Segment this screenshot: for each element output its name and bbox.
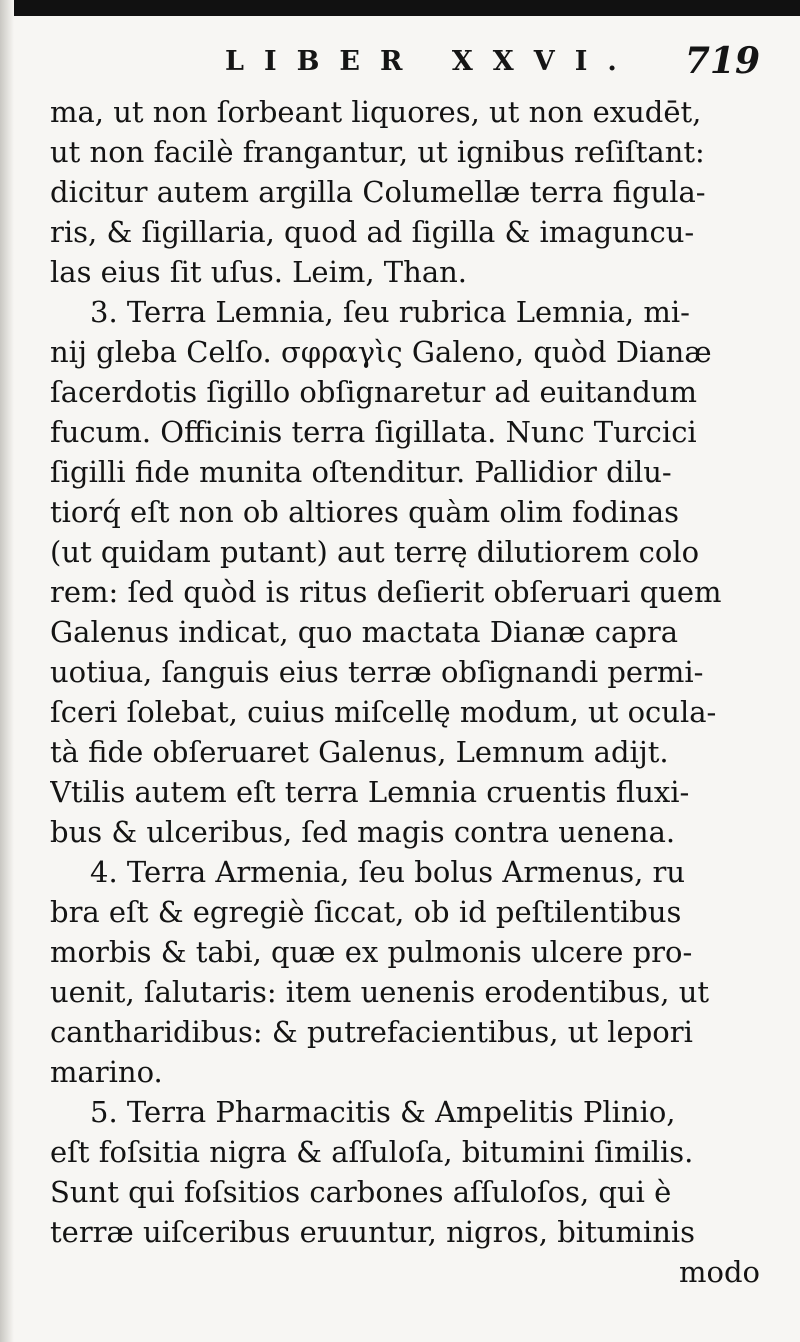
text-line-30: modo	[679, 1255, 760, 1289]
text-line-2: ut non facilè frangantur, ut ignibus reſiſtant:	[50, 135, 705, 169]
page-gutter-shadow	[0, 0, 14, 1342]
text-line-13: rem: ſed quòd is ritus deſierit obſeruari quem	[50, 575, 722, 609]
text-line-16: ſceri ſolebat, cuius miſcellę modum, ut ocula-	[50, 695, 717, 729]
page-number: 719	[684, 40, 760, 82]
text-line-26: 5. Terra Pharmacitis & Ampelitis Plinio,	[90, 1095, 676, 1129]
text-line-18: Vtilis autem eſt terra Lemnia cruentis fluxi-	[50, 775, 690, 809]
text-line-9: fucum. Officinis terra ſigillata. Nunc Turcici	[50, 415, 697, 449]
text-line-24: cantharidibus: & putrefacientibus, ut lepori	[50, 1015, 693, 1049]
running-head	[50, 40, 760, 90]
text-line-27: eſt foſsitia nigra & aſſuloſa, bitumini ſimilis.	[50, 1135, 694, 1169]
page-top-edge	[0, 0, 800, 16]
text-line-21: bra eſt & egregiè ſiccat, ob id peſtilentibus	[50, 895, 682, 929]
text-line-28: Sunt qui foſsitios carbones aſſuloſos, qui è	[50, 1175, 672, 1209]
text-line-29: terræ uiſceribus eruuntur, nigros, bituminis	[50, 1215, 696, 1249]
text-line-12: (ut quidam putant) aut terrę dilutiorem colo	[50, 535, 700, 569]
text-line-25: marino.	[50, 1055, 163, 1089]
text-line-5: las eius ſit uſus. Leim, Than.	[50, 255, 468, 289]
text-line-8: ſacerdotis ſigillo obſignaretur ad euitandum	[50, 375, 697, 409]
body-text	[50, 92, 760, 1292]
text-line-7: nij gleba Celſo. σφραγὶς Galeno, quòd Dianæ	[50, 335, 712, 369]
text-line-20: 4. Terra Armenia, ſeu bolus Armenus, ru	[90, 855, 686, 889]
text-line-22: morbis & tabi, quæ ex pulmonis ulcere pro-	[50, 935, 693, 969]
text-line-23: uenit, ſalutaris: item uenenis erodentibus, ut	[50, 975, 710, 1009]
running-title: LIBER XXVI.	[225, 46, 637, 77]
text-line-11: tiorq́ eſt non ob altiores quàm olim fodinas	[50, 495, 680, 529]
text-line-17: tà fide obſeruaret Galenus, Lemnum adijt.	[50, 735, 669, 769]
text-line-3: dicitur autem argilla Columellæ terra figula-	[50, 175, 706, 209]
text-line-14: Galenus indicat, quo mactata Dianæ capra	[50, 615, 679, 649]
text-line-10: ſigilli fide munita oſtenditur. Pallidior dilu-	[50, 455, 672, 489]
text-line-19: bus & ulceribus, ſed magis contra uenena.	[50, 815, 676, 849]
text-line-15: uotiua, ſanguis eius terræ obſignandi permi-	[50, 655, 704, 689]
text-line-1: ma, ut non ſorbeant liquores, ut non exudēt,	[50, 95, 702, 129]
text-line-4: ris, & ſigillaria, quod ad ſigilla & imaguncu-	[50, 215, 695, 249]
text-line-6: 3. Terra Lemnia, ſeu rubrica Lemnia, mi-	[90, 295, 690, 329]
